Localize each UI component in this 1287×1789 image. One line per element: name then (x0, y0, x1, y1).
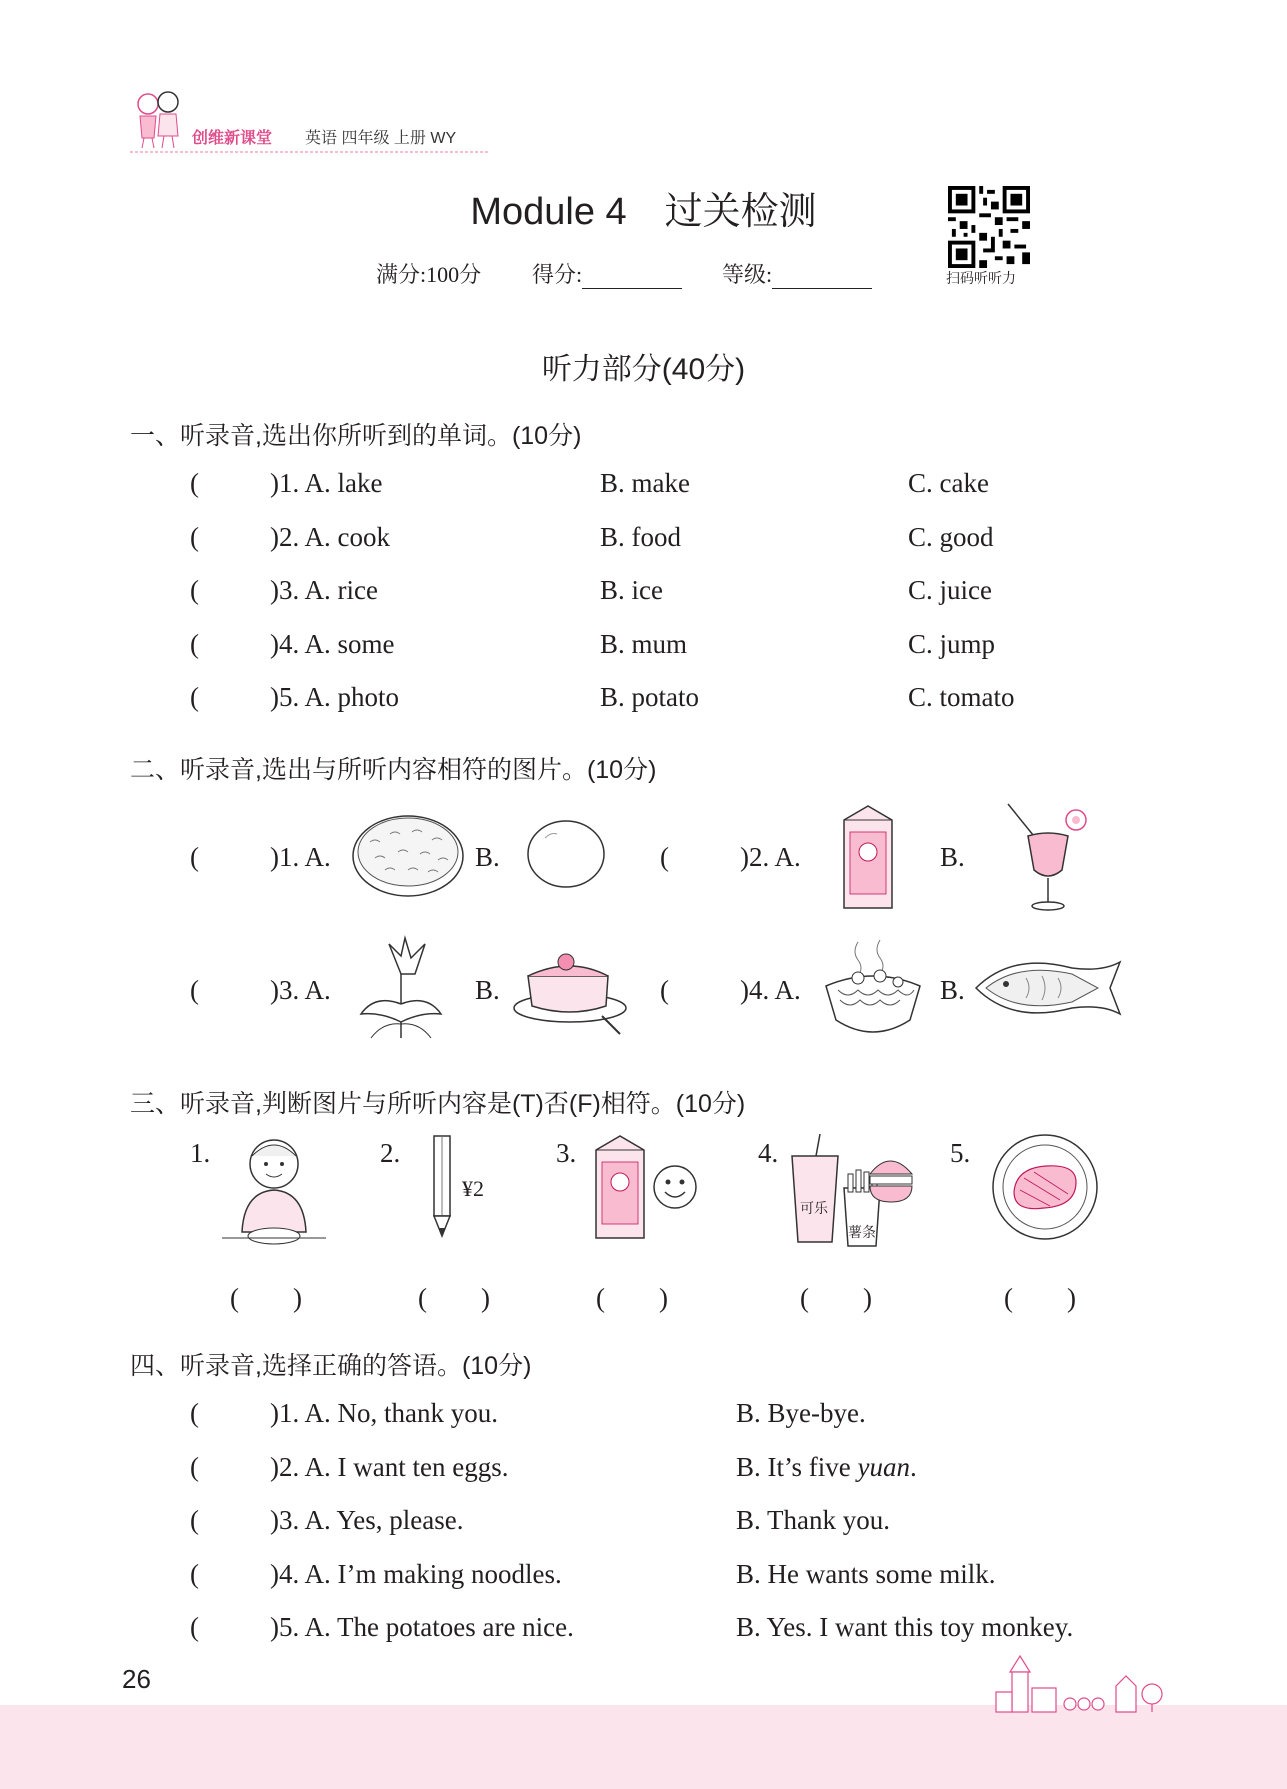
answer-paren-3[interactable]: ( ) (596, 1283, 668, 1313)
qr-code-icon[interactable] (948, 186, 1030, 268)
plant-icon[interactable] (355, 934, 447, 1042)
option-b-text: B. It’s five (736, 1452, 858, 1482)
option-b-italic: yuan (857, 1452, 910, 1482)
answer-paren[interactable]: ( (660, 975, 669, 1005)
egg-icon[interactable] (525, 818, 607, 890)
answer-paren[interactable]: ( (190, 468, 199, 498)
list-item: )2. A. I want ten eggs. (270, 1452, 509, 1482)
listening-section-title: 听力部分(40分) (541, 353, 746, 386)
answer-paren-2[interactable]: ( ) (418, 1283, 490, 1313)
page-number: 26 (122, 1664, 151, 1694)
list-item: )4. A. some (270, 629, 395, 659)
option-c: C. tomato (908, 682, 1015, 712)
part4-title: 四、听录音,选择正确的答语。(10分) (130, 1352, 532, 1380)
option-b: B. (475, 975, 500, 1005)
answer-paren[interactable]: ( (190, 575, 199, 605)
option-b: B. (940, 842, 965, 872)
option-b: B. mum (600, 629, 688, 659)
answer-paren-4[interactable]: ( ) (800, 1283, 872, 1313)
answer-paren[interactable]: ( (190, 1452, 199, 1482)
option-b: B. food (600, 522, 681, 552)
list-item: )5. A. photo (270, 682, 400, 712)
list-item: )1. A. No, thank you. (270, 1398, 498, 1428)
smiley-face-icon (652, 1164, 698, 1210)
list-item: )3. A. Yes, please. (270, 1505, 464, 1535)
option-b: B. make (600, 468, 690, 498)
option-b: B. potato (600, 682, 699, 712)
juice-glass-icon[interactable] (1006, 800, 1092, 914)
score-blank[interactable] (582, 268, 682, 289)
list-item: 2. (380, 1138, 401, 1168)
option-b (736, 1452, 917, 1483)
cake-icon[interactable] (510, 936, 628, 1036)
fries-label: 薯条 (848, 1226, 876, 1241)
castle-decoration-icon (990, 1650, 1180, 1716)
grade-blank[interactable] (772, 268, 872, 289)
book-subtitle: 英语 四年级 上册 WY (305, 130, 457, 147)
cola-label: 可乐 (800, 1202, 828, 1217)
list-item: 3. (556, 1138, 577, 1168)
answer-paren[interactable]: ( (190, 842, 199, 872)
full-score: 满分:100分 (376, 262, 482, 287)
list-item: )1. A. (270, 842, 331, 872)
qr-caption: 扫码听听力 (946, 270, 1016, 286)
footer-band (0, 1705, 1287, 1789)
answer-paren[interactable]: ( (190, 629, 199, 659)
grandma-cooking-icon[interactable] (222, 1132, 326, 1254)
answer-paren[interactable]: ( (190, 1612, 199, 1642)
page-title: Module 4 过关检测 (470, 191, 817, 233)
option-b: B. Thank you. (736, 1505, 890, 1535)
brand-name: 创维新课堂 (192, 130, 273, 147)
answer-paren[interactable]: ( (190, 1398, 199, 1428)
answer-paren-5[interactable]: ( ) (1004, 1283, 1076, 1313)
list-item: )5. A. The potatoes are nice. (270, 1612, 574, 1642)
option-b: B. (475, 842, 500, 872)
kids-logo-icon (128, 88, 188, 150)
answer-paren[interactable]: ( (190, 522, 199, 552)
list-item: 4. (758, 1138, 779, 1168)
noodles-icon[interactable] (818, 936, 928, 1044)
fish-icon[interactable] (972, 948, 1124, 1028)
list-item: )3. A. (270, 975, 331, 1005)
option-c: C. cake (908, 468, 989, 498)
answer-paren[interactable]: ( (190, 1559, 199, 1589)
pencil-price: ¥2 (462, 1176, 484, 1201)
milk-carton-icon[interactable] (592, 1134, 648, 1242)
grade-field[interactable] (722, 258, 872, 289)
score-label: 得分: (532, 262, 583, 287)
list-item: )2. A. cook (270, 522, 390, 552)
milk-carton-icon[interactable] (840, 804, 896, 912)
option-b: B. (940, 975, 965, 1005)
option-c: C. good (908, 522, 994, 552)
answer-paren[interactable]: ( (190, 682, 199, 712)
option-c: C. jump (908, 629, 996, 659)
part3-title: 三、听录音,判断图片与所听内容是(T)否(F)相符。(10分) (130, 1090, 746, 1118)
list-item: 5. (950, 1138, 971, 1168)
answer-paren[interactable]: ( (190, 975, 199, 1005)
option-b: B. Bye-bye. (736, 1398, 866, 1428)
header-rule (130, 150, 490, 154)
pencil-icon[interactable] (430, 1134, 454, 1238)
rice-bowl-icon[interactable] (350, 812, 466, 902)
list-item: )2. A. (740, 842, 801, 872)
score-field[interactable] (532, 258, 682, 289)
answer-paren-1[interactable]: ( ) (230, 1283, 302, 1313)
list-item: )3. A. rice (270, 575, 378, 605)
list-item: 1. (190, 1138, 211, 1168)
list-item: )4. A. I’m making noodles. (270, 1559, 562, 1589)
option-b: B. Yes. I want this toy monkey. (736, 1612, 1074, 1642)
part2-title: 二、听录音,选出与所听内容相符的图片。(10分) (130, 756, 657, 784)
answer-paren[interactable]: ( (190, 1505, 199, 1535)
part1-title: 一、听录音,选出你所听到的单词。(10分) (130, 422, 582, 450)
answer-paren[interactable]: ( (660, 842, 669, 872)
list-item: )1. A. lake (270, 468, 383, 498)
option-b: B. ice (600, 575, 663, 605)
option-b-end: . (909, 1452, 917, 1482)
list-item: )4. A. (740, 975, 801, 1005)
option-b: B. He wants some milk. (736, 1559, 996, 1589)
meat-plate-icon[interactable] (990, 1134, 1100, 1240)
grade-label: 等级: (722, 262, 773, 287)
option-c: C. juice (908, 575, 992, 605)
